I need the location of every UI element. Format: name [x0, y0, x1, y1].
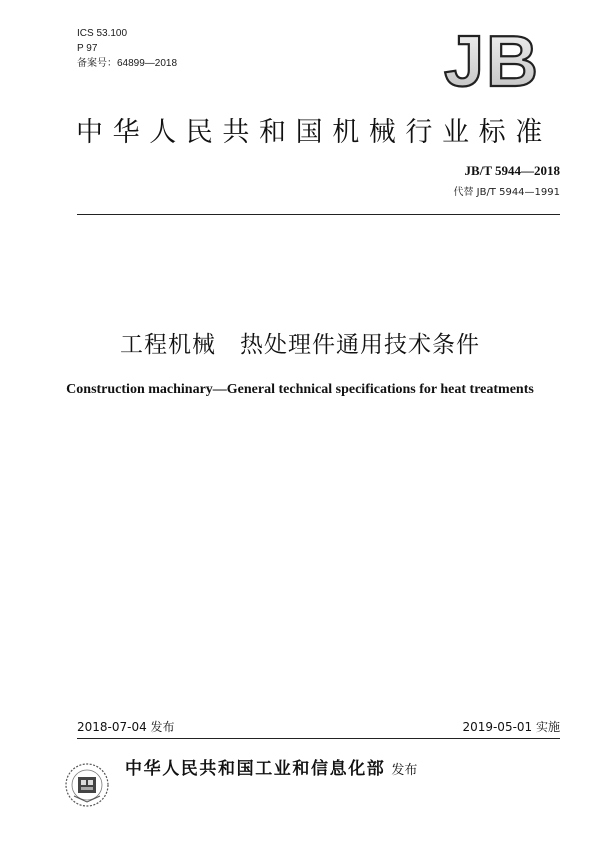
- classification-code: P 97: [77, 43, 98, 54]
- jb-logo: [426, 30, 558, 92]
- jb-logo-text: JB: [443, 30, 541, 92]
- replaces-standard: 代替 JB/T 5944—1991: [453, 187, 560, 198]
- ministry-seal-icon: [64, 762, 110, 808]
- publisher: [125, 754, 417, 779]
- publisher-name: 中华人民共和国工业和信息化部: [125, 759, 386, 779]
- publisher-suffix: 发布: [391, 763, 418, 778]
- implementation-date: 2019-05-01 实施: [462, 720, 560, 734]
- document-title-english: Construction machinary—General technical specifications for heat treatments: [66, 382, 534, 397]
- issue-date: 2018-07-04 发布: [77, 720, 175, 734]
- record-number: 备案号：64899—2018: [77, 58, 178, 69]
- standard-category-title: 中华人民共和国机械行业标准: [76, 117, 552, 148]
- bottom-divider: [77, 738, 560, 739]
- ics-code: ICS 53.100: [77, 28, 128, 39]
- top-divider: [77, 214, 560, 215]
- document-metadata: [77, 26, 177, 71]
- document-title-chinese: 工程机械 热处理件通用技术条件: [120, 332, 480, 358]
- standard-number: [465, 163, 560, 179]
- standard-number-text: JB/T 5944—2018: [464, 163, 560, 178]
